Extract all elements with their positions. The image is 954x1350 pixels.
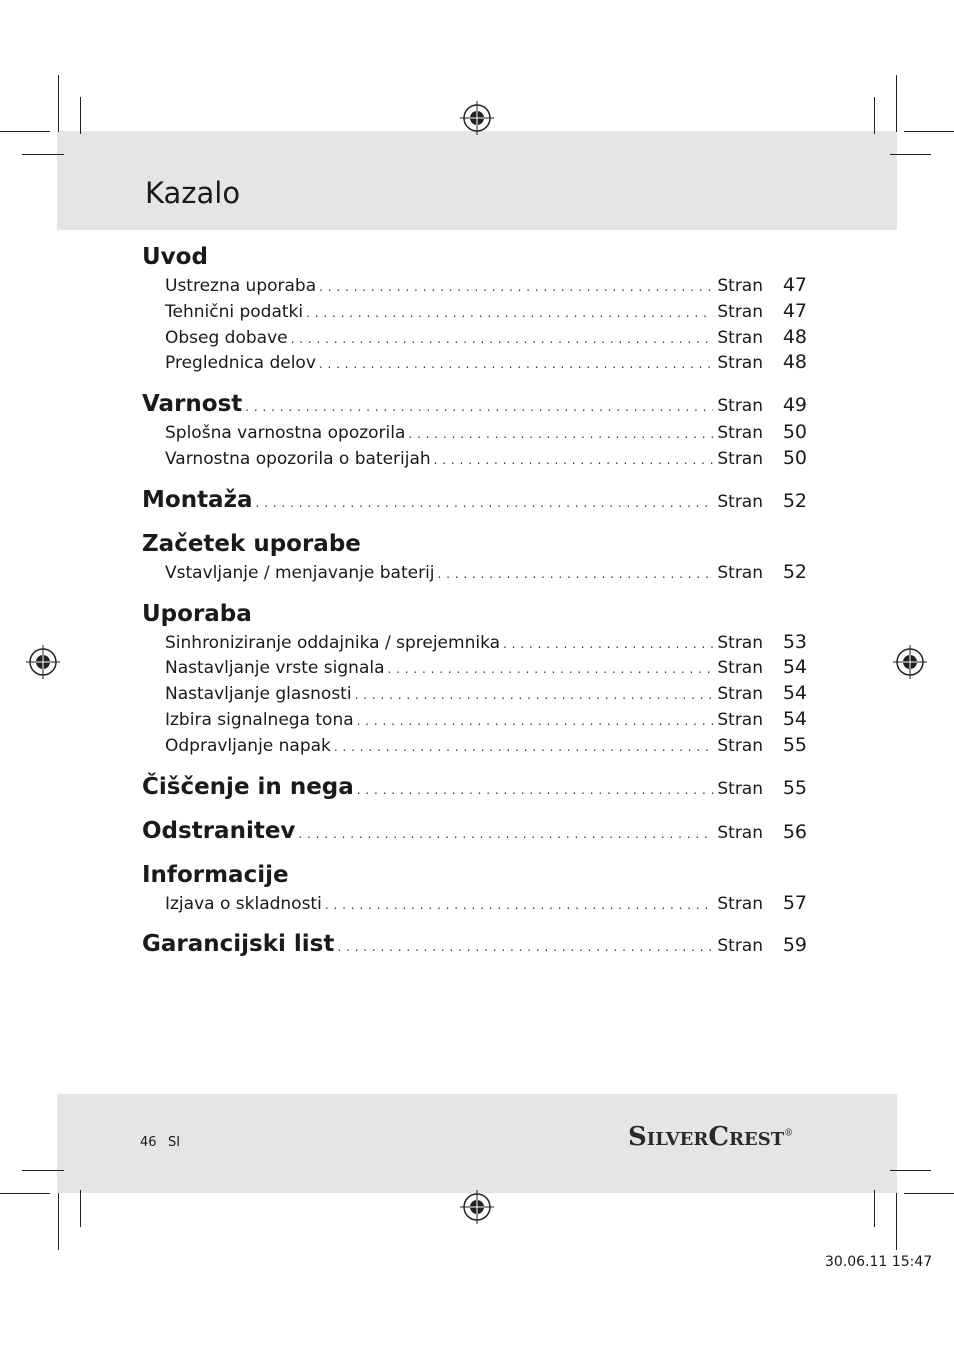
registration-mark-icon <box>26 645 60 679</box>
toc-section <box>142 601 807 760</box>
toc-item-label: Nastavljanje vrste signala <box>165 658 385 679</box>
toc-item-label: Ustrezna uporaba <box>165 276 317 296</box>
page-number: 50 <box>782 446 807 469</box>
page-label: Stran <box>717 632 763 653</box>
page-label: Stran <box>717 658 763 679</box>
page-label: Stran <box>717 778 763 799</box>
page-label: Stran <box>717 735 763 756</box>
toc-section <box>142 531 807 587</box>
toc-section <box>142 862 807 918</box>
toc-section <box>142 244 807 377</box>
dot-leader <box>434 453 714 467</box>
toc-heading-title: Garancijski list <box>142 931 335 958</box>
dot-leader <box>357 783 714 797</box>
page-label: Stran <box>717 822 763 843</box>
toc-item-label: Nastavljanje glasnosti <box>165 684 352 705</box>
dot-leader <box>357 714 714 728</box>
page-label: Stran <box>717 448 763 469</box>
page-label: Stran <box>717 423 763 444</box>
crop-mark <box>0 1193 50 1194</box>
dot-leader <box>388 662 714 676</box>
toc-item[interactable] <box>142 447 807 473</box>
crop-mark <box>904 1193 954 1194</box>
toc-heading[interactable] <box>142 391 807 421</box>
page-label: Stran <box>717 562 763 583</box>
crop-mark <box>22 1170 64 1171</box>
dot-leader <box>245 400 713 414</box>
dot-leader <box>256 496 714 510</box>
toc-heading-title: Varnost <box>142 391 243 418</box>
registration-mark-icon <box>460 1190 494 1224</box>
toc-item[interactable] <box>142 421 807 447</box>
page-number: 48 <box>782 351 807 374</box>
crop-mark <box>80 97 81 134</box>
toc-heading[interactable] <box>142 931 807 961</box>
dot-leader <box>337 940 713 954</box>
dot-leader <box>438 567 714 581</box>
toc-item[interactable] <box>142 561 807 587</box>
toc-item[interactable] <box>142 631 807 657</box>
toc-item-label: Izjava o skladnosti <box>165 893 322 914</box>
toc-section <box>142 774 807 804</box>
dot-leader <box>319 357 713 371</box>
crop-mark <box>58 1193 59 1250</box>
toc-heading[interactable] <box>142 531 807 561</box>
toc-item-label: Splošna varnostna opozorila <box>165 423 406 444</box>
toc-item-label: Vstavljanje / menjavanje baterij <box>165 562 435 583</box>
toc-heading-title: Uporaba <box>142 600 252 627</box>
page-number: 50 <box>782 421 807 444</box>
dot-leader <box>291 332 714 346</box>
page-title: Kazalo <box>145 176 241 210</box>
page-label: Stran <box>717 684 763 705</box>
registration-mark-icon <box>460 101 494 135</box>
page-number: 52 <box>782 560 807 583</box>
dot-leader <box>325 898 714 912</box>
crop-mark <box>58 75 59 132</box>
toc-heading[interactable] <box>142 774 807 804</box>
footer-language: SI <box>168 1135 181 1150</box>
page-number: 52 <box>782 489 807 512</box>
crop-mark <box>896 75 897 132</box>
trademark-symbol: ® <box>784 1128 794 1139</box>
dot-leader <box>503 637 713 651</box>
toc-item-label: Varnostna opozorila o baterijah <box>165 448 431 469</box>
toc-item[interactable] <box>142 734 807 760</box>
crop-mark <box>874 1190 875 1227</box>
dot-leader <box>298 827 713 841</box>
page-number: 56 <box>782 820 807 843</box>
toc-heading[interactable] <box>142 601 807 631</box>
dot-leader <box>408 427 713 441</box>
crop-mark <box>22 154 64 155</box>
dot-leader <box>306 306 713 320</box>
page-label: Stran <box>717 491 763 512</box>
brand-logo <box>628 1122 793 1152</box>
page-label: Stran <box>717 709 763 730</box>
page-label: Stran <box>717 936 763 957</box>
page-label: Stran <box>717 276 763 296</box>
table-of-contents <box>142 244 807 975</box>
toc-item[interactable] <box>142 326 807 352</box>
toc-heading[interactable] <box>142 244 807 274</box>
toc-item-label: Sinhroniziranje oddajnika / sprejemnika <box>165 632 501 653</box>
page-label: Stran <box>717 301 763 322</box>
registration-mark-icon <box>893 645 927 679</box>
toc-heading[interactable] <box>142 862 807 892</box>
crop-mark <box>890 1170 931 1171</box>
page-number: 49 <box>782 394 807 417</box>
page-label: Stran <box>717 327 763 348</box>
toc-section <box>142 818 807 848</box>
dot-leader <box>334 740 713 754</box>
crop-mark <box>80 1190 81 1227</box>
toc-heading-title: Montaža <box>142 486 253 513</box>
toc-item[interactable] <box>142 892 807 918</box>
toc-heading-title: Informacije <box>142 861 289 888</box>
toc-item[interactable] <box>142 708 807 734</box>
toc-item-label: Tehnični podatki <box>165 301 304 322</box>
toc-section <box>142 931 807 961</box>
toc-item-label: Izbira signalnega tona <box>165 709 354 730</box>
toc-item[interactable] <box>142 274 807 300</box>
toc-heading-title: Odstranitev <box>142 817 296 844</box>
crop-mark <box>890 154 931 155</box>
toc-heading[interactable] <box>142 487 807 517</box>
toc-item[interactable] <box>142 351 807 377</box>
page-label: Stran <box>717 893 763 914</box>
page-label: Stran <box>717 396 763 417</box>
toc-heading-title: Uvod <box>142 244 208 270</box>
crop-mark <box>904 131 954 132</box>
toc-heading-title: Čiščenje in nega <box>142 773 354 800</box>
dot-leader <box>319 280 713 294</box>
page-number: 57 <box>782 891 807 914</box>
toc-section <box>142 487 807 517</box>
toc-heading-title: Začetek uporabe <box>142 530 361 557</box>
print-timestamp: 30.06.11 15:47 <box>825 1254 933 1270</box>
page-number: 59 <box>782 934 807 957</box>
crop-mark <box>874 97 875 134</box>
page-number: 54 <box>782 656 807 679</box>
page-label: Stran <box>717 353 763 374</box>
page-number: 48 <box>782 325 807 348</box>
page-number: 47 <box>782 299 807 322</box>
toc-heading[interactable] <box>142 818 807 848</box>
dot-leader <box>355 688 714 702</box>
toc-item[interactable] <box>142 682 807 708</box>
toc-item-label: Odpravljanje napak <box>165 735 331 756</box>
crop-mark <box>0 131 50 132</box>
page-number: 54 <box>782 707 807 730</box>
footer-page-number: 46 <box>140 1135 157 1150</box>
page-number: 53 <box>782 630 807 653</box>
page-number: 54 <box>782 682 807 705</box>
toc-item[interactable] <box>142 656 807 682</box>
toc-section <box>142 391 807 473</box>
toc-item-label: Obseg dobave <box>165 327 288 348</box>
page-number: 55 <box>782 776 807 799</box>
toc-item[interactable] <box>142 300 807 326</box>
page-number: 47 <box>782 274 807 296</box>
page-number: 55 <box>782 733 807 756</box>
brand-name: SilverCrest <box>628 1122 785 1152</box>
toc-item-label: Preglednica delov <box>165 353 316 374</box>
crop-mark <box>896 1193 897 1250</box>
